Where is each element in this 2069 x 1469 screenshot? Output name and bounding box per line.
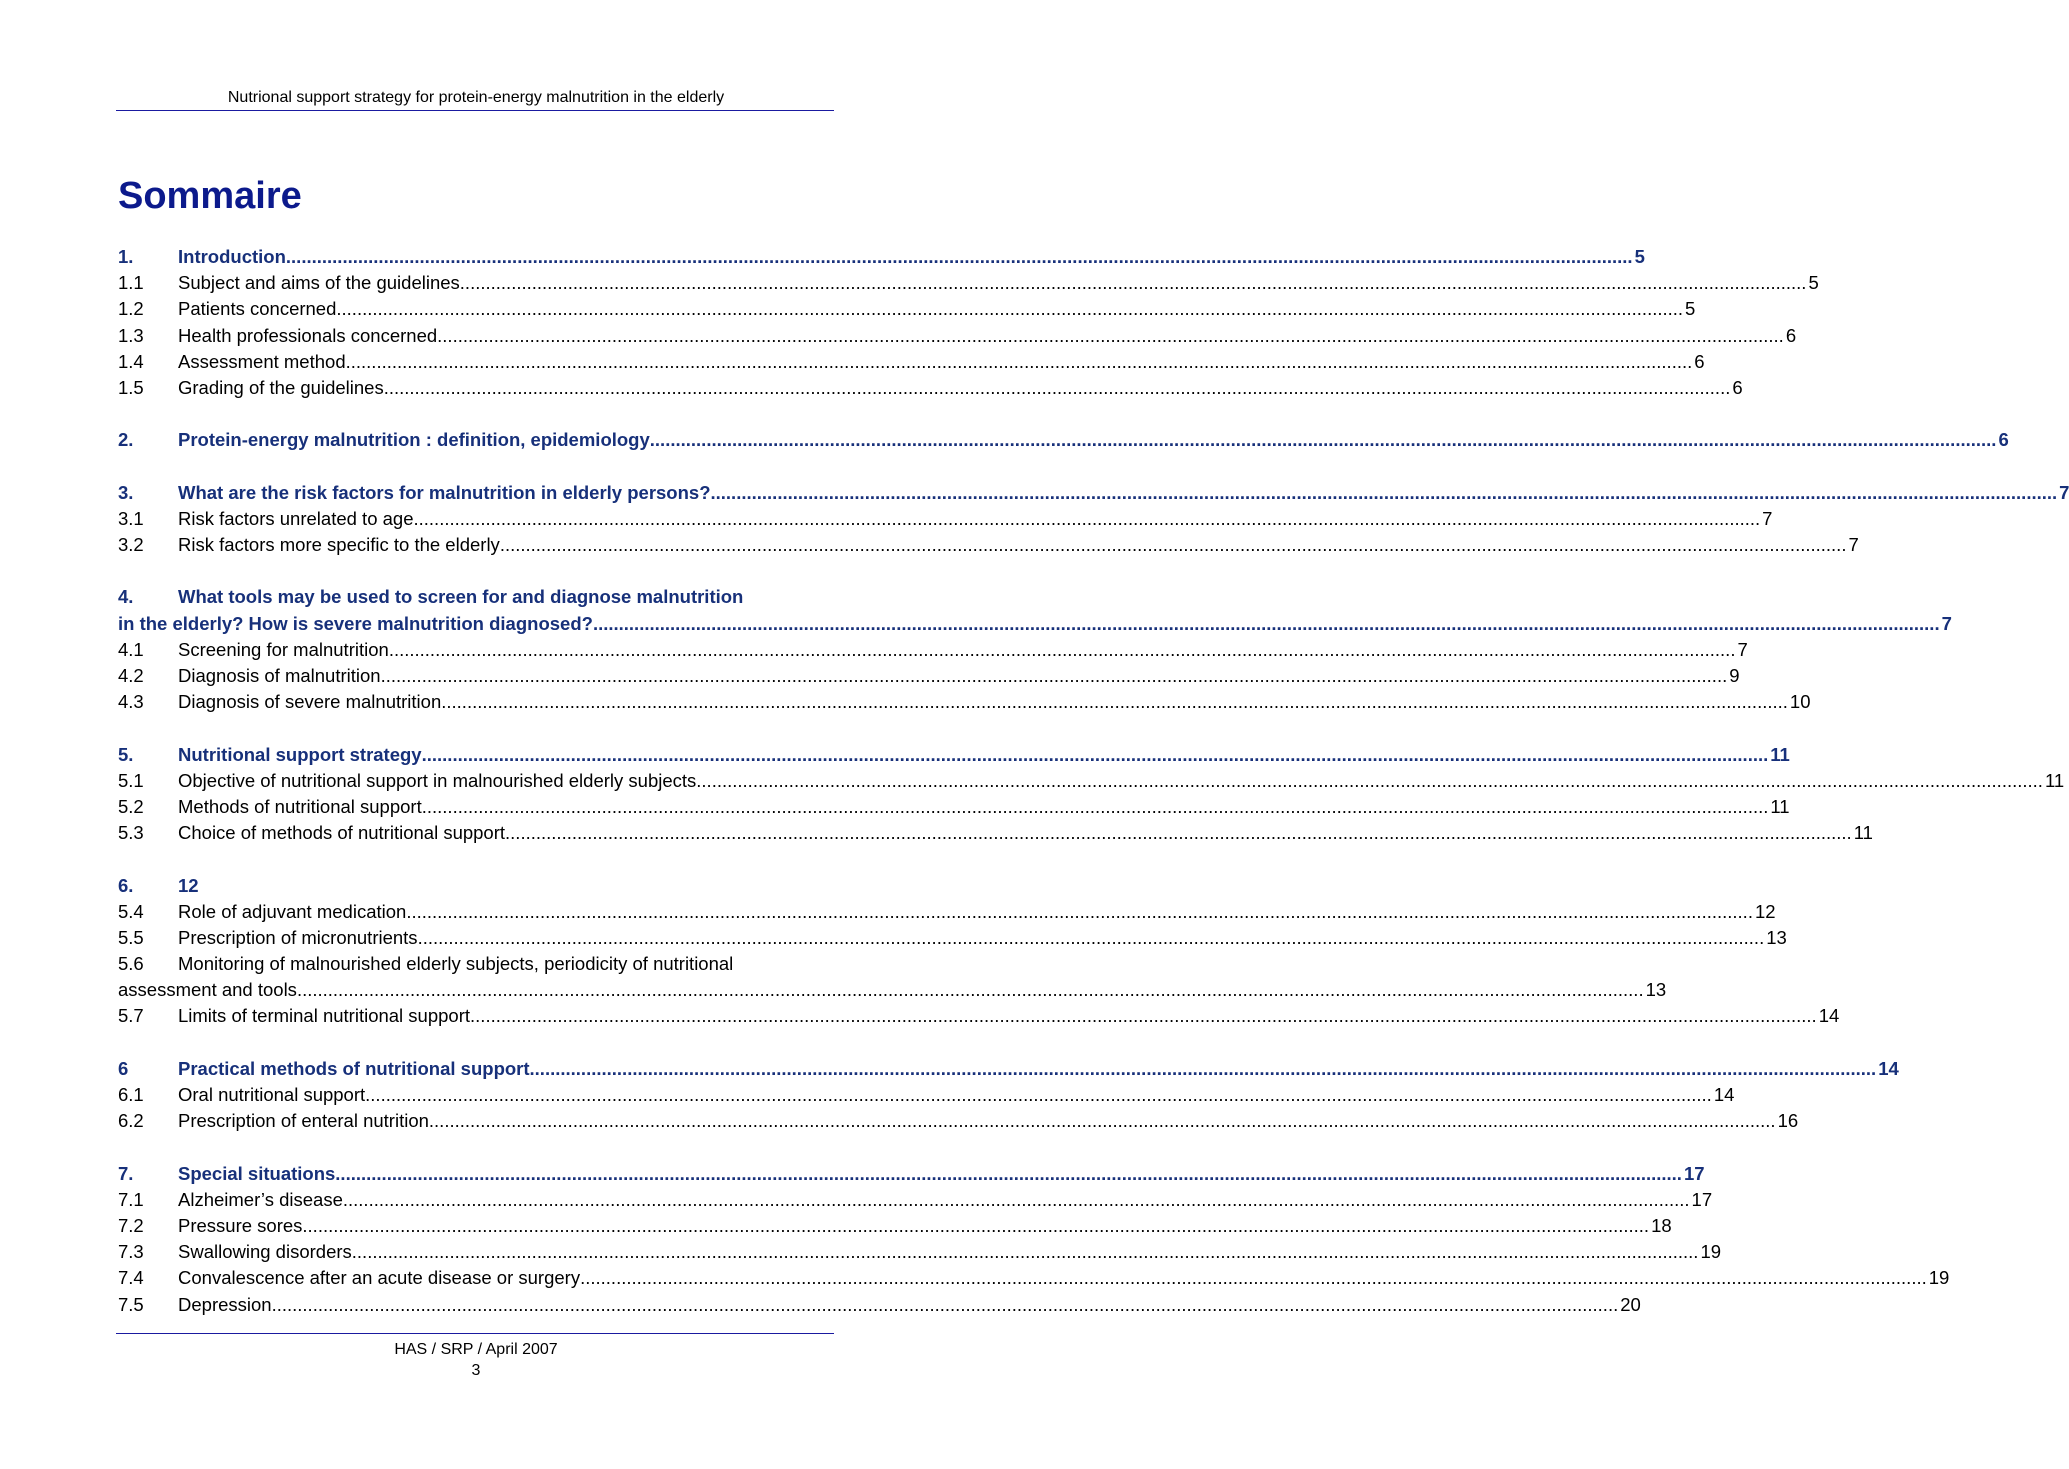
toc-page: 9 [1729,665,1740,686]
toc-page: 7 [1762,507,1773,529]
toc-entry-1-1[interactable] [118,270,1819,296]
toc-entry-4-continued[interactable] [118,611,1952,637]
toc-entry-4[interactable] [118,584,854,610]
running-header: Nutrional support strategy for protein-energy malnutrition in the elderly [227,89,725,106]
toc-number: 5.7 [118,1003,144,1029]
toc-number: 1.1 [118,270,144,296]
toc-entry-7-5[interactable] [118,1292,1641,1318]
toc-number: 5. [118,742,133,768]
toc-title: What tools may be used to screen for and diagnose malnutrition [178,586,744,608]
toc-number: 1.2 [118,296,144,322]
toc-entry-5-4[interactable] [118,899,1776,925]
toc-title: Convalescence after an acute disease or surgery [178,1267,581,1289]
toc-page: 11 [1770,743,1790,765]
toc-page: 7 [1848,534,1859,556]
toc-number: 4.3 [118,689,144,715]
header-rule [116,110,834,111]
toc-entry-6-2[interactable] [118,1108,1799,1134]
toc-entry-2[interactable] [118,427,2009,453]
toc-page: 6 [1694,350,1705,372]
toc-number: 1.5 [118,375,144,401]
toc-number: 3.2 [118,532,144,558]
toc-title: Choice of methods of nutritional support [178,822,506,844]
toc-title: Objective of nutritional support in malnourished elderly subjects [178,769,697,791]
toc-title: Risk factors unrelated to age [178,507,414,529]
toc-entry-6-orphan[interactable] [118,873,854,899]
toc-number: 5.2 [118,794,144,820]
toc-title: Protein-energy malnutrition : definition, epidemiology [178,429,650,451]
toc-number: 6. [118,873,133,899]
toc-page: 13 [1645,979,1667,1001]
toc-page: 13 [1766,926,1787,948]
toc-number: 4.1 [118,637,144,663]
toc-entry-6[interactable] [118,1056,1899,1082]
toc-entry-3-1[interactable] [118,506,1773,532]
toc-title: Prescription of enteral nutrition [178,1110,429,1132]
toc-entry-3-2[interactable] [118,532,1859,558]
toc-title: Depression [178,1293,272,1315]
toc-title: Pressure sores [178,1214,303,1236]
toc-page: 19 [1700,1241,1722,1263]
toc-entry-1[interactable] [118,244,1645,270]
toc-number: 1. [118,244,133,270]
toc-title: Oral nutritional support [178,1084,366,1105]
toc-page: 12 [1754,900,1776,922]
toc-page: 7 [1737,638,1748,660]
toc-entry-3[interactable] [118,480,2069,506]
toc-title: Prescription of micronutrients [178,926,418,948]
toc-title: What are the risk factors for malnutrition in elderly persons? [178,481,711,503]
toc-title: Role of adjuvant medication [178,900,407,922]
toc-entry-7-4[interactable] [118,1265,1950,1291]
toc-title: Limits of terminal nutritional support [178,1005,471,1027]
toc-entry-1-4[interactable] [118,349,1705,375]
toc-page: 17 [1683,1162,1705,1184]
toc-entry-4-3[interactable] [118,689,1811,715]
toc-number: 2. [118,427,133,453]
toc-page: 14 [1818,1005,1840,1027]
toc-page: 7 [2059,481,2069,503]
toc-title: Health professionals concerned [178,324,438,346]
toc-entry-5-2[interactable] [118,794,1790,820]
toc-number: 7.5 [118,1292,144,1318]
toc-page: 16 [1777,1110,1799,1132]
toc-page: 7 [1941,612,1952,634]
toc-entry-5-5[interactable] [118,925,1787,951]
toc-page: 18 [1651,1214,1672,1236]
toc-title: Diagnosis of malnutrition [178,665,381,686]
toc-entry-5-3[interactable] [118,820,1873,846]
toc-page: 11 [1853,822,1873,844]
toc-title-continued: assessment and tools [118,979,297,1001]
toc-number: 5.5 [118,925,144,951]
page-number: 3 [471,1362,481,1379]
toc-page: 6 [1785,324,1797,346]
toc-page: 20 [1620,1293,1641,1315]
toc-number: 6.1 [118,1082,144,1108]
table-of-contents [118,244,2069,1318]
toc-number: 5.3 [118,820,144,846]
toc-title: Assessment method [178,350,346,372]
toc-page: 5 [1685,298,1696,320]
toc-number: 1.3 [118,323,144,349]
toc-title: Alzheimer’s disease [178,1188,343,1210]
footer-rule [116,1333,834,1334]
toc-entry-1-2[interactable] [118,296,1696,322]
toc-page: 6 [1732,376,1743,398]
toc-entry-4-1[interactable] [118,637,1748,663]
toc-page: 5 [1808,272,1819,294]
toc-title: Monitoring of malnourished elderly subjects, periodicity of nutritional [178,953,734,975]
toc-page: 11 [2044,769,2065,791]
toc-title: Nutritional support strategy [178,743,422,765]
toc-page: 10 [1789,691,1811,713]
toc-title: Diagnosis of severe malnutrition [178,691,442,713]
toc-title: Methods of nutritional support [178,795,422,817]
toc-page: 14 [1878,1057,1899,1079]
toc-entry-1-5[interactable] [118,375,1743,401]
toc-number: 7. [118,1161,133,1187]
toc-entry-7-3[interactable] [118,1239,1722,1265]
footer-source: HAS / SRP / April 2007 [394,1341,558,1358]
toc-entry-5-1[interactable] [118,768,2065,794]
toc-entry-7[interactable] [118,1161,1705,1187]
toc-title: Risk factors more specific to the elderly [178,534,500,556]
toc-entry-7-2[interactable] [118,1213,1672,1239]
toc-number: 7.1 [118,1187,144,1213]
toc-number: 7.2 [118,1213,144,1239]
toc-number: 5.6 [118,951,144,977]
toc-number: 7.4 [118,1265,144,1291]
toc-title: 12 [178,874,199,896]
toc-entry-1-3[interactable] [118,323,1797,349]
toc-entry-5-6-continued[interactable] [118,977,1667,1003]
toc-entry-4-2[interactable] [118,663,1740,689]
toc-number: 4. [118,584,133,610]
toc-entry-7-1[interactable] [118,1187,1713,1213]
toc-number: 5.4 [118,899,144,925]
toc-number: 5.1 [118,768,144,794]
toc-number: 6.2 [118,1108,144,1134]
toc-title: Introduction [178,246,286,267]
toc-title: Screening for malnutrition [178,638,389,660]
toc-page: 6 [1998,429,2009,451]
toc-entry-5[interactable] [118,742,1790,768]
toc-number: 6 [118,1056,128,1082]
page-title: Sommaire [118,175,302,217]
toc-number: 3.1 [118,506,144,532]
toc-number: 1.4 [118,349,144,375]
toc-title: Subject and aims of the guidelines [178,272,460,294]
toc-entry-6-1[interactable] [118,1082,1735,1108]
toc-title: Special situations [178,1162,336,1184]
toc-page: 19 [1928,1267,1950,1289]
toc-entry-5-7[interactable] [118,1003,1840,1029]
toc-title: Patients concerned [178,298,337,320]
toc-title: Swallowing disorders [178,1241,352,1263]
toc-page: 14 [1713,1084,1735,1105]
toc-title: Grading of the guidelines [178,376,384,398]
toc-entry-5-6[interactable] [118,951,854,977]
toc-title: Practical methods of nutritional support [178,1057,530,1079]
toc-title-continued: in the elderly? How is severe malnutrition diagnosed? [118,612,593,634]
toc-number: 7.3 [118,1239,144,1265]
toc-page: 5 [1634,246,1645,267]
toc-page: 11 [1770,795,1790,817]
toc-number: 4.2 [118,663,144,689]
toc-number: 3. [118,480,133,506]
toc-page: 17 [1691,1188,1713,1210]
